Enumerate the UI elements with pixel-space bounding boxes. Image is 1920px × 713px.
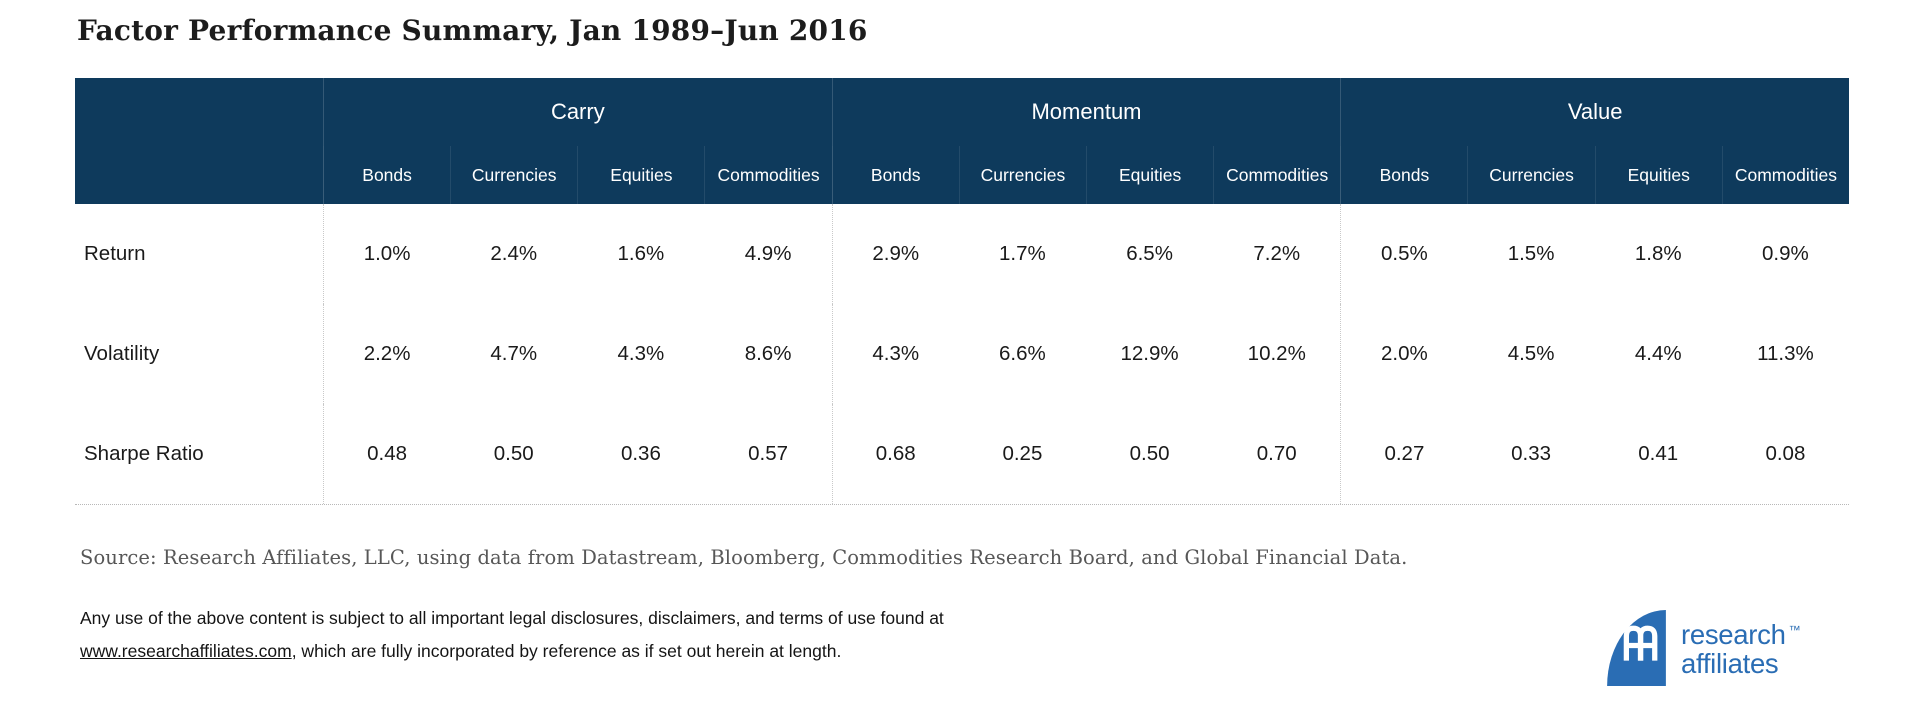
row-label-volatility: Volatility [84, 342, 160, 365]
value-cell: 11.3% [1757, 342, 1814, 365]
header-corner-cell [75, 78, 323, 146]
value-cell: 12.9% [1120, 342, 1179, 365]
value-cell: 1.7% [999, 242, 1046, 265]
value-cell: 0.08 [1765, 442, 1806, 465]
value-cell: 4.3% [617, 342, 665, 365]
value-cell: 0.5% [1340, 204, 1467, 304]
value-cell: 8.6% [744, 342, 792, 365]
value-cell: 0.9% [1762, 242, 1809, 265]
value-cell: 6.5% [1126, 242, 1173, 265]
research-affiliates-logo [1607, 610, 1800, 686]
column-header-value-bonds: Bonds [1340, 146, 1467, 204]
legal-text-line1: Any use of the above content is subject to all important legal disclosures, disclaimers, and terms of use found at [80, 608, 944, 628]
value-cell: 0.68 [832, 404, 959, 504]
value-cell: 1.8% [1634, 242, 1682, 265]
value-cell: 6.6% [999, 342, 1046, 365]
logo-word-research: research [1681, 619, 1786, 650]
value-cell: 4.4% [1634, 342, 1682, 365]
column-header-value-currencies: Currencies [1467, 146, 1594, 204]
column-header-carry-commodities: Commodities [704, 146, 831, 204]
legal-note [80, 602, 1080, 668]
logo-word-affiliates: affiliates [1681, 648, 1779, 679]
column-header-carry-bonds: Bonds [323, 146, 450, 204]
column-header-momentum-currencies: Currencies [959, 146, 1086, 204]
trademark-symbol: ™ [1788, 623, 1801, 637]
value-cell: 4.7% [490, 342, 538, 365]
column-header-value-commodities: Commodities [1722, 146, 1849, 204]
value-cell: 2.2% [323, 304, 450, 404]
value-cell: 0.36 [620, 442, 661, 465]
legal-text-line2: , which are fully incorporated by reference as if set out herein at length. [291, 641, 842, 661]
column-header-carry-currencies: Currencies [450, 146, 577, 204]
group-header-value: Value [1340, 78, 1849, 146]
column-header-momentum-bonds: Bonds [832, 146, 959, 204]
group-header-carry: Carry [323, 78, 832, 146]
page-title: Factor Performance Summary, Jan 1989–Jun 2016 [77, 14, 868, 47]
logo-wordmark [1681, 616, 1800, 678]
value-cell: 0.41 [1638, 442, 1679, 465]
value-cell: 7.2% [1253, 242, 1301, 265]
value-cell: 0.27 [1340, 404, 1467, 504]
value-cell: 0.57 [748, 442, 789, 465]
value-cell: 4.3% [832, 304, 959, 404]
value-cell: 2.0% [1340, 304, 1467, 404]
value-cell: 0.50 [1129, 442, 1170, 465]
value-cell: 0.33 [1511, 442, 1552, 465]
value-cell: 10.2% [1247, 342, 1306, 365]
factor-performance-table [75, 78, 1849, 505]
value-cell: 2.4% [490, 242, 538, 265]
subheader-corner-cell [75, 146, 323, 204]
website-link[interactable]: www.researchaffiliates.com [80, 641, 292, 661]
value-cell: 4.9% [744, 242, 792, 265]
value-cell: 1.5% [1507, 242, 1555, 265]
value-cell: 0.25 [1002, 442, 1043, 465]
value-cell: 1.0% [323, 204, 450, 304]
column-header-carry-equities: Equities [577, 146, 704, 204]
column-header-momentum-equities: Equities [1086, 146, 1213, 204]
column-header-momentum-commodities: Commodities [1213, 146, 1340, 204]
row-label-sharpe-ratio: Sharpe Ratio [84, 442, 204, 465]
row-label-return: Return [84, 242, 146, 265]
source-note: Source: Research Affiliates, LLC, using data from Datastream, Bloomberg, Commodities Research Board, and Global Financial Data. [80, 546, 1408, 569]
value-cell: 1.6% [617, 242, 665, 265]
value-cell: 2.9% [832, 204, 959, 304]
value-cell: 0.50 [493, 442, 534, 465]
group-header-momentum: Momentum [832, 78, 1341, 146]
value-cell: 0.48 [323, 404, 450, 504]
column-header-value-equities: Equities [1595, 146, 1722, 204]
value-cell: 4.5% [1507, 342, 1555, 365]
research-affiliates-logo-icon [1607, 610, 1666, 686]
value-cell: 0.70 [1256, 442, 1297, 465]
